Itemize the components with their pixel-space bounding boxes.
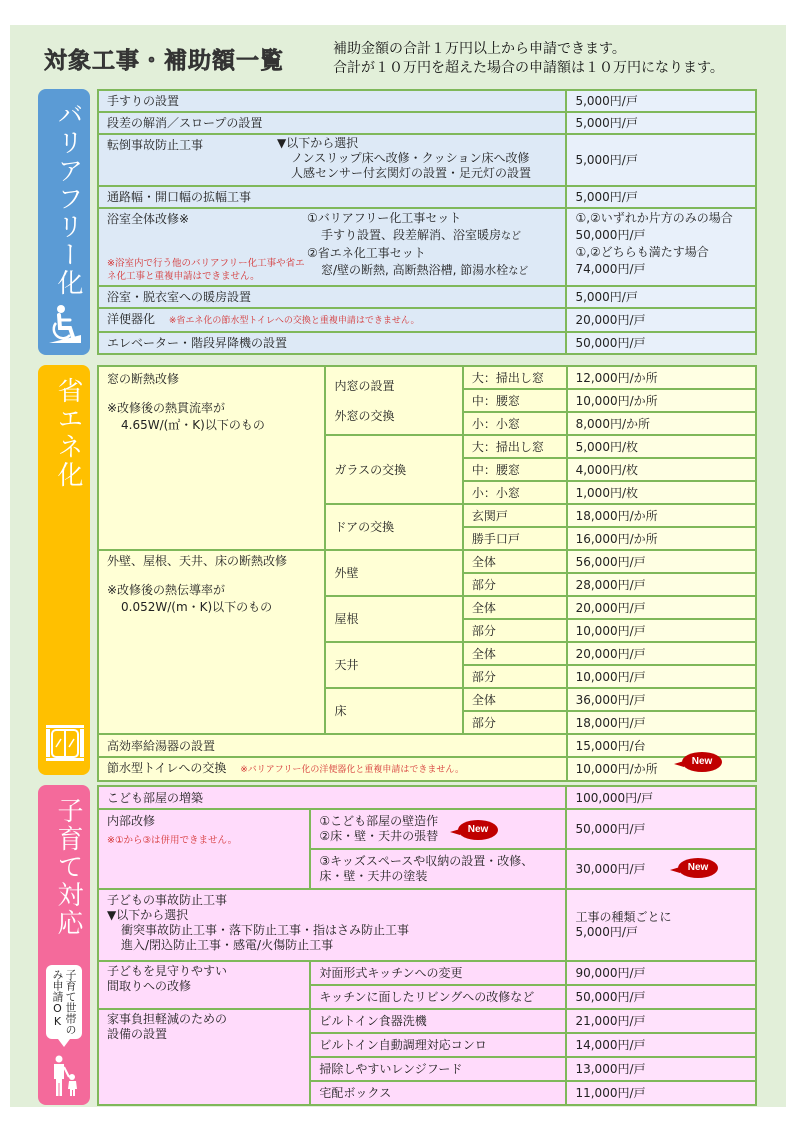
new-badge: New [682, 752, 722, 772]
detail-cell: ビルトイン食器洗機 [310, 1009, 566, 1033]
section-label-energy [38, 365, 90, 775]
amount-cell: 36,000円/戸 [567, 688, 756, 711]
amount-cell: 50,000円/戸 [566, 809, 756, 849]
scope-cell: 全体 [463, 550, 567, 573]
type-cell: ドアの交換 [325, 504, 462, 550]
size-cell: 勝手口戸 [463, 527, 567, 550]
detail-cell: キッチンに面したリビングへの改修など [310, 985, 566, 1009]
bath-sets: ①バリアフリー化工事セット 手すり設置、段差解消、浴室暖房など ②省エネ化工事セット 窓/壁の断熱, 高断熱浴槽, 節湯水栓など [307, 211, 529, 277]
amount-cell: 5,000円/戸 [566, 134, 756, 186]
item-cell: 高効率給湯器の設置 [98, 734, 567, 757]
scope-cell: 部分 [463, 573, 567, 596]
item-cell [98, 550, 325, 734]
table-row [98, 786, 756, 809]
amount-cell: 1,000円/枚 [567, 481, 756, 504]
amount-cell: 5,000円/戸 [566, 286, 756, 308]
table-row [98, 208, 756, 286]
amount-cell: 50,000円/戸 [566, 985, 756, 1009]
scope-cell: 全体 [463, 688, 567, 711]
bubble-text: 子育て世帯のみ申請OK [51, 969, 77, 1035]
amount-cell: 10,000円/か所 [567, 757, 756, 781]
table-row [98, 366, 756, 389]
bath-note: ※浴室内で行う他のバリアフリー化工事や省エネ化工事と重複申請はできません。 [107, 258, 305, 282]
insulation-note: 0.052W/(m・K)以下のもの [121, 600, 273, 614]
table-row [98, 134, 756, 186]
amount-cell: 10,000円/戸 [567, 619, 756, 642]
toilet-note: ※バリアフリー化の洋便器化と重複申請はできません。 [240, 765, 464, 775]
window-curtain-icon [46, 725, 84, 761]
detail-line: ノンスリップ床へ改修・クッション床へ改修 [291, 151, 530, 165]
page-title: 対象工事・補助額一覧 [44, 48, 284, 74]
amount-cell: 16,000円/か所 [567, 527, 756, 550]
size-cell: 大：掃出し窓 [463, 435, 567, 458]
amount-cell: 18,000円/戸 [567, 711, 756, 734]
amount-cell: 5,000円/戸 [566, 186, 756, 208]
type-cell: ガラスの交換 [325, 435, 462, 504]
item-name: 子どもの事故防止工事 [107, 893, 228, 907]
table-row [98, 961, 756, 985]
amount-cell: 20,000円/戸 [567, 596, 756, 619]
detail-cell: 対面形式キッチンへの変更 [310, 961, 566, 985]
item-name: 外壁、屋根、天井、床の断熱改修 [107, 554, 288, 568]
item-cell [98, 134, 566, 186]
table-row [98, 889, 756, 961]
item-cell: 手すりの設置 [98, 90, 566, 112]
amount-cell: 14,000円/戸 [566, 1033, 756, 1057]
amount-cell: 30,000円/戸 [566, 849, 756, 889]
table-row [98, 1009, 756, 1033]
table-row [98, 550, 756, 573]
item-cell: 子どもを見守りやすい 間取りへの改修 [98, 961, 310, 1009]
amount-cell: ①,②いずれか片方のみの場合 50,000円/戸 ①,②どちらも満たす場合 74,000円/戸 [566, 208, 756, 286]
scope-cell: 部分 [463, 619, 567, 642]
table-row [98, 90, 756, 112]
set-1-detail: 手すり設置、段差解消、浴室暖房 [321, 228, 502, 242]
amount-cell: 10,000円/戸 [567, 665, 756, 688]
amount-cell: 28,000円/戸 [567, 573, 756, 596]
amount-cell: 4,000円/枚 [567, 458, 756, 481]
section-label-text: 子育て対応 [53, 797, 83, 937]
toilet-note: ※省エネ化の節水型トイレへの交換と重複申請はできません。 [168, 316, 420, 326]
table-row [98, 112, 756, 134]
item-cell: 浴室・脱衣室への暖房設置 [98, 286, 566, 308]
amount-cell: 5,000円/戸 [566, 90, 756, 112]
part-cell: 屋根 [325, 596, 462, 642]
amount-cell: 12,000円/か所 [567, 366, 756, 389]
item-cell: 子どもの事故防止工事 ▼以下から選択 衝突事故防止工事・落下防止工事・指はさみ防止工事 進入/閉込防止工事・感電/火傷防止工事 [98, 889, 566, 961]
amount-cell: 8,000円/か所 [567, 412, 756, 435]
item-cell [98, 809, 310, 889]
window-note: 4.65W/(㎡・K)以下のもの [121, 418, 265, 432]
table-row [98, 757, 756, 781]
set-2-detail: 窓/壁の断熱, 高断熱浴槽, 節湯水栓 [321, 263, 509, 277]
item-cell: 家事負担軽減のための 設備の設置 [98, 1009, 310, 1105]
type-cell: 内窓の設置 外窓の交換 [325, 366, 462, 435]
detail-cell: ビルトイン自動調理対応コンロ [310, 1033, 566, 1057]
subtitle-line-1: 補助金額の合計１万円以上から申請できます。 [333, 41, 626, 57]
parent-child-icon [50, 1055, 80, 1097]
table-row [98, 734, 756, 757]
amount-cell: 15,000円/台 [567, 734, 756, 757]
new-badge: New [458, 820, 498, 840]
amount-cell: 18,000円/か所 [567, 504, 756, 527]
table-row [98, 186, 756, 208]
amount-cell: 50,000円/戸 [566, 332, 756, 354]
amount-cell: 5,000円/枚 [567, 435, 756, 458]
set-1-title: ①バリアフリー化工事セット [307, 211, 462, 225]
insulation-note: ※改修後の熱伝導率が [107, 583, 226, 597]
item-cell: こども部屋の増築 [98, 786, 566, 809]
size-cell: 小：小窓 [463, 412, 567, 435]
child-table [97, 785, 757, 1106]
amount-cell: 工事の種類ごとに 5,000円/戸 [566, 889, 756, 961]
part-cell: 床 [325, 688, 462, 734]
amount-cell: 21,000円/戸 [566, 1009, 756, 1033]
amount-cell: 20,000円/戸 [566, 308, 756, 332]
item-cell: 通路幅・開口幅の拡幅工事 [98, 186, 566, 208]
section-label-text: 省エネ化 [53, 377, 83, 489]
table-row [98, 809, 756, 849]
detail-head: ▼以下から選択 [277, 136, 359, 150]
section-label-barrier-free [38, 89, 90, 355]
size-cell: 大：掃出し窓 [463, 366, 567, 389]
section-label-child [38, 785, 90, 1105]
item-cell: 洋便器化 ※省エネ化の節水型トイレへの交換と重複申請はできません。 [98, 308, 566, 332]
detail-cell: 掃除しやすいレンジフード [310, 1057, 566, 1081]
part-cell: 外壁 [325, 550, 462, 596]
scope-cell: 部分 [463, 665, 567, 688]
size-cell: 中：腰窓 [463, 389, 567, 412]
item-cell: 段差の解消／スロープの設置 [98, 112, 566, 134]
item-cell: エレベーター・階段昇降機の設置 [98, 332, 566, 354]
item-name: 転倒事故防止工事 [107, 138, 204, 152]
part-cell: 天井 [325, 642, 462, 688]
scope-cell: 部分 [463, 711, 567, 734]
wheelchair-ramp-icon [48, 304, 82, 344]
interior-note: ※①から③は併用できません。 [107, 835, 238, 846]
table-row [98, 332, 756, 354]
amount-cell: 20,000円/戸 [567, 642, 756, 665]
section-label-text: バリアフリー化 [53, 101, 83, 297]
table-row [98, 286, 756, 308]
size-cell: 中：腰窓 [463, 458, 567, 481]
table-row [98, 308, 756, 332]
window-note: ※改修後の熱貫流率が [107, 401, 226, 415]
option-cell: ①こども部屋の壁造作 ②床・壁・天井の張替 [310, 809, 566, 849]
page-subtitle [333, 40, 724, 78]
item-cell [98, 208, 566, 286]
energy-table [97, 365, 757, 782]
amount-cell: 5,000円/戸 [566, 112, 756, 134]
amount-cell: 100,000円/戸 [566, 786, 756, 809]
child-only-bubble [46, 965, 82, 1039]
barrier-free-table [97, 89, 757, 355]
detail-cell: 宅配ボックス [310, 1081, 566, 1105]
amount-cell: 56,000円/戸 [567, 550, 756, 573]
item-name: 内部改修 [107, 814, 156, 828]
new-badge: New [678, 858, 718, 878]
scope-cell: 全体 [463, 596, 567, 619]
item-cell: 節水型トイレへの交換 ※バリアフリー化の洋便器化と重複申請はできません。 [98, 757, 567, 781]
size-cell: 小：小窓 [463, 481, 567, 504]
subtitle-line-2: 合計が１０万円を超えた場合の申請額は１０万円になります。 [333, 60, 724, 76]
option-cell: ③キッズスペースや収納の設置・改修、 床・壁・天井の塗装 [310, 849, 566, 889]
scope-cell: 全体 [463, 642, 567, 665]
amount-cell: 10,000円/か所 [567, 389, 756, 412]
size-cell: 玄関戸 [463, 504, 567, 527]
amount-cell: 13,000円/戸 [566, 1057, 756, 1081]
item-detail [277, 136, 531, 181]
item-name: 浴室全体改修※ [107, 212, 190, 226]
set-2-title: ②省エネ化工事セット [307, 246, 426, 260]
item-cell [98, 366, 325, 550]
amount-cell: 11,000円/戸 [566, 1081, 756, 1105]
amount-cell: 90,000円/戸 [566, 961, 756, 985]
detail-line: 人感センサー付玄関灯の設置・足元灯の設置 [291, 166, 532, 180]
item-name: 窓の断熱改修 [107, 372, 180, 386]
